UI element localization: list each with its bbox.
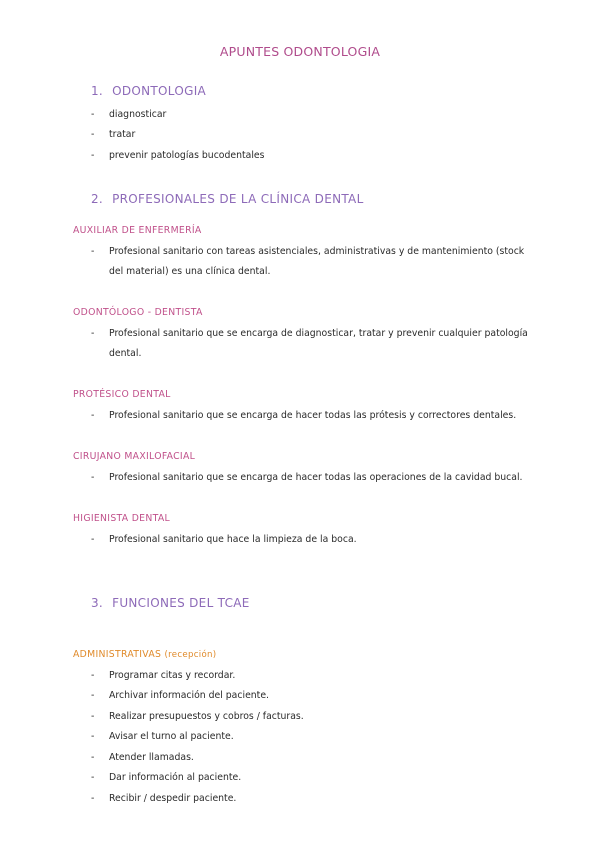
section-number: 3.	[91, 596, 104, 610]
list-item-text: tratar	[109, 129, 136, 140]
bullet-dash: -	[91, 328, 95, 339]
subheading-suffix: (recepción)	[164, 650, 217, 660]
section-heading-profesionales	[91, 192, 364, 206]
list-item-text: Recibir / despedir paciente.	[109, 793, 237, 804]
subheading-odontologo: ODONTÓLOGO - DENTISTA	[73, 307, 203, 318]
list-item-text: Profesional sanitario que hace la limpieza de la boca.	[109, 534, 357, 545]
bullet-dash: -	[91, 670, 95, 681]
bullet-dash: -	[91, 772, 95, 783]
section-heading-text: ODONTOLOGIA	[112, 84, 207, 98]
list-item-text: Profesional sanitario que se encarga de hacer todas las prótesis y correctores dentales.	[109, 410, 517, 421]
list-item	[91, 768, 531, 788]
subheading-protesico: PROTÉSICO DENTAL	[73, 389, 171, 400]
list-item-text: Archivar información del paciente.	[109, 690, 270, 701]
list-item	[91, 406, 531, 426]
bullet-dash: -	[91, 711, 95, 722]
list-item	[91, 125, 531, 145]
list-item	[91, 105, 531, 125]
list-item-text: Profesional sanitario que se encarga de diagnosticar, tratar y prevenir cualquier patología dental.	[109, 328, 528, 359]
list-item-text: Programar citas y recordar.	[109, 670, 236, 681]
page-title: APUNTES ODONTOLOGIA	[219, 44, 381, 59]
section-heading-funciones	[91, 596, 250, 610]
list-item-text: Avisar el turno al paciente.	[109, 731, 234, 742]
list-item-text: Atender llamadas.	[109, 752, 194, 763]
subheading-cirujano: CIRUJANO MAXILOFACIAL	[73, 451, 196, 462]
bullet-dash: -	[91, 793, 95, 804]
section-heading-text: FUNCIONES DEL TCAE	[112, 596, 250, 610]
bullet-dash: -	[91, 109, 95, 120]
bullet-dash: -	[91, 534, 95, 545]
bullet-dash: -	[91, 129, 95, 140]
list-item	[91, 324, 531, 364]
list-item-text: Profesional sanitario con tareas asistenciales, administrativas y de mantenimiento (stock del material) es una clínica dental.	[109, 246, 525, 277]
bullet-dash: -	[91, 690, 95, 701]
bullet-dash: -	[91, 731, 95, 742]
bullet-dash: -	[91, 246, 95, 257]
list-item	[91, 242, 531, 282]
subheading-higienista: HIGIENISTA DENTAL	[73, 513, 171, 524]
list-item	[91, 686, 531, 706]
subheading-label: ADMINISTRATIVAS	[73, 649, 162, 660]
bullet-dash: -	[91, 752, 95, 763]
section-heading-text: PROFESIONALES DE LA CLÍNICA DENTAL	[112, 192, 364, 206]
list-item	[91, 468, 531, 488]
section-number: 1.	[91, 84, 104, 98]
subheading-auxiliar: AUXILIAR DE ENFERMERÍA	[73, 225, 202, 236]
list-item-text: Realizar presupuestos y cobros / facturas.	[109, 711, 304, 722]
list-item-text: Profesional sanitario que se encarga de hacer todas las operaciones de la cavidad bucal.	[109, 472, 523, 483]
bullet-dash: -	[91, 410, 95, 421]
subheading-administrativas	[73, 649, 216, 660]
section-heading-odontologia	[91, 84, 206, 98]
list-item-text: diagnosticar	[109, 109, 167, 120]
list-item	[91, 727, 531, 747]
list-item	[91, 666, 531, 686]
section-number: 2.	[91, 192, 104, 206]
list-item	[91, 748, 531, 768]
list-item	[91, 707, 531, 727]
bullet-dash: -	[91, 150, 95, 161]
list-item	[91, 530, 531, 550]
list-item-text: Dar información al paciente.	[109, 772, 242, 783]
list-item-text: prevenir patologías bucodentales	[109, 150, 265, 161]
list-item	[91, 789, 531, 809]
bullet-dash: -	[91, 472, 95, 483]
list-item	[91, 146, 531, 166]
